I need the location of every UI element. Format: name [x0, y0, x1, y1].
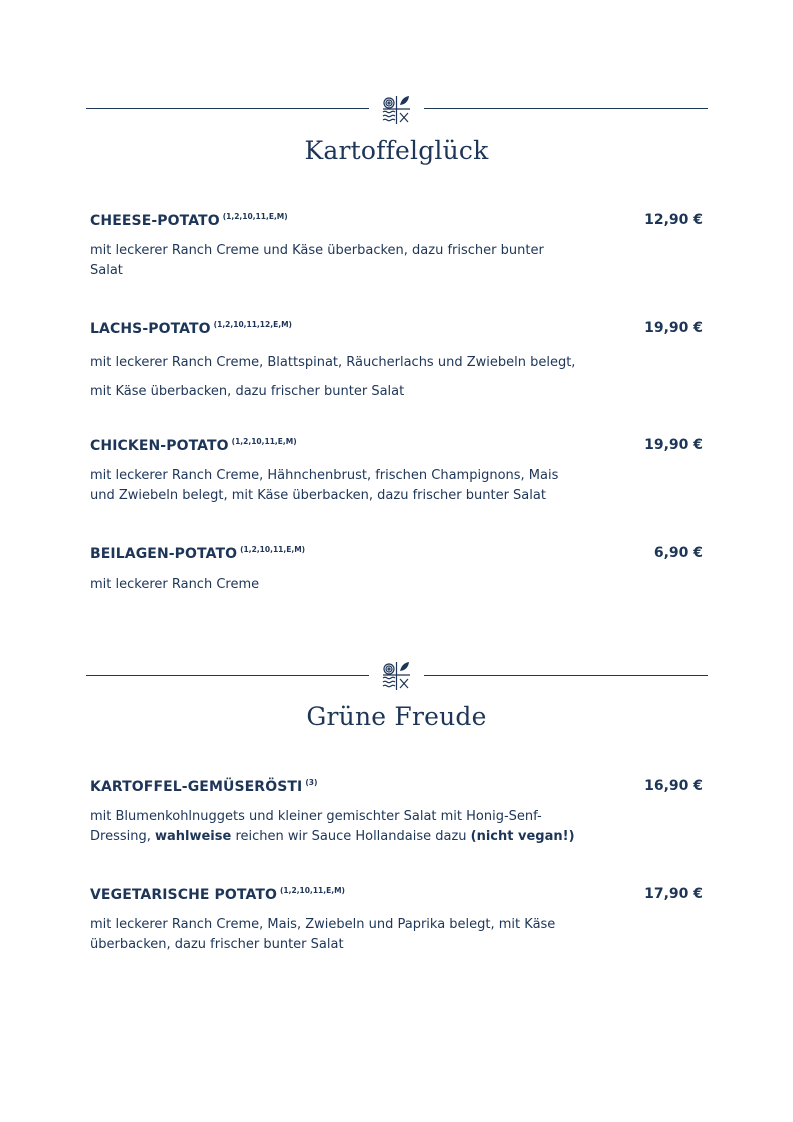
menu-item-name: KARTOFFEL-GEMÜSERÖSTI $^{(3)}$ [90, 778, 318, 795]
section-title: Grüne Freude [306, 702, 487, 731]
allergen-codes: (3) [305, 778, 318, 787]
divider-line-left [86, 675, 369, 676]
menu-item-price: 17,90 € [644, 886, 703, 902]
menu-item-price: 12,90 € [644, 212, 703, 228]
menu-item-description: mit Blumenkohlnuggets und kleiner gemischter Salat mit Honig-Senf- Dressing, wahlweise reichen wir Sauce Hollandaise dazu (nicht vegan!) [90, 809, 575, 844]
menu-item-price: 16,90 € [644, 778, 703, 794]
allergen-codes: (1,2,10,11,E,M) [222, 212, 288, 221]
menu-item-name: VEGETARISCHE POTATO $^{(1,2,10,11,E,M)}$ [90, 886, 345, 903]
section-title: Kartoffelglück [304, 136, 489, 165]
menu-item-description: mit leckerer Ranch Creme [90, 577, 260, 592]
divider-line-right [424, 675, 708, 676]
divider-line-right [424, 108, 708, 109]
menu-item-name: CHICKEN-POTATO $^{(1,2,10,11,E,M)}$ [90, 437, 297, 454]
menu-item-description: mit leckerer Ranch Creme und Käse überbacken, dazu frischer bunter Salat [90, 243, 544, 278]
menu-item-description: mit leckerer Ranch Creme, Mais, Zwiebeln und Paprika belegt, mit Käse überbacken, dazu frischer bunter Salat [90, 917, 556, 952]
allergen-codes: (1,2,10,11,E,M) [240, 545, 306, 554]
menu-item-name: CHEESE-POTATO $^{(1,2,10,11,E,M)}$ [90, 212, 288, 229]
menu-item-name: LACHS-POTATO $^{(1,2,10,11,12,E,M)}$ [90, 320, 292, 337]
restaurant-emblem-icon [380, 660, 412, 692]
menu-item-price: 19,90 € [644, 320, 703, 336]
allergen-codes: (1,2,10,11,12,E,M) [213, 320, 292, 329]
menu-item-description: mit leckerer Ranch Creme, Blattspinat, Räucherlachs und Zwiebeln belegt, mit Käse überbacken, dazu frischer bunter Salat [90, 355, 576, 399]
allergen-codes: (1,2,10,11,E,M) [279, 886, 345, 895]
menu-item-description: mit leckerer Ranch Creme, Hähnchenbrust, frischen Champignons, Mais und Zwiebeln belegt, mit Käse überbacken, dazu frischer bunter Salat [90, 468, 559, 503]
divider-line-left [86, 108, 369, 109]
menu-item-price: 19,90 € [644, 437, 703, 453]
restaurant-emblem-icon [380, 94, 412, 126]
allergen-codes: (1,2,10,11,E,M) [231, 437, 297, 446]
menu-item-price: 6,90 € [653, 545, 703, 561]
menu-item-name: BEILAGEN-POTATO $^{(1,2,10,11,E,M)}$ [90, 545, 306, 562]
